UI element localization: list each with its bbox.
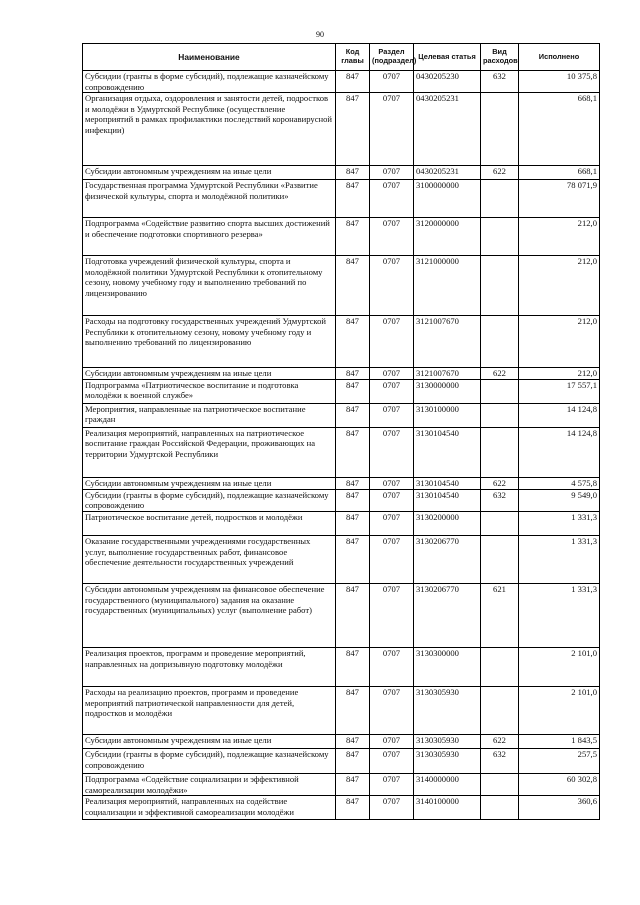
row-name: Патриотическое воспитание детей, подростков и молодёжи <box>83 511 336 535</box>
row-section: 0707 <box>370 748 414 773</box>
row-name: Субсидии (гранты в форме субсидий), подлежащие казначейскому сопровождению <box>83 71 336 93</box>
row-amount: 212,0 <box>519 316 600 368</box>
row-expense-type <box>481 796 519 820</box>
table-row <box>83 180 600 218</box>
row-code: 847 <box>336 477 370 489</box>
row-amount: 60 302,8 <box>519 773 600 795</box>
row-code: 847 <box>336 734 370 748</box>
row-amount: 668,1 <box>519 93 600 166</box>
row-name: Оказание государственными учреждениями государственных услуг, выполнение государственных работ, финансовое обеспечение деятельности государственных учреждений <box>83 535 336 583</box>
row-code: 847 <box>336 535 370 583</box>
row-code: 847 <box>336 166 370 180</box>
table-row <box>83 368 600 380</box>
row-amount: 212,0 <box>519 218 600 256</box>
row-amount: 360,6 <box>519 796 600 820</box>
row-amount: 1 331,3 <box>519 511 600 535</box>
row-target: 3121000000 <box>414 256 481 316</box>
row-target: 3100000000 <box>414 180 481 218</box>
row-amount: 1 331,3 <box>519 583 600 647</box>
row-amount: 1 843,5 <box>519 734 600 748</box>
row-code: 847 <box>336 180 370 218</box>
row-expense-type <box>481 403 519 427</box>
row-target: 3130305930 <box>414 748 481 773</box>
column-header-expense-type: Вид расходов <box>481 44 519 71</box>
row-name: Расходы на подготовку государственных учреждений Удмуртской Республики к отопительному сезону, новому учебному году и выполнению требований по лицензированию <box>83 316 336 368</box>
row-expense-type <box>481 647 519 686</box>
row-section: 0707 <box>370 734 414 748</box>
row-target: 3130000000 <box>414 379 481 403</box>
row-section: 0707 <box>370 403 414 427</box>
row-section: 0707 <box>370 256 414 316</box>
row-name: Субсидии автономным учреждениям на иные цели <box>83 477 336 489</box>
column-header-code: Код главы <box>336 44 370 71</box>
row-code: 847 <box>336 583 370 647</box>
row-code: 847 <box>336 748 370 773</box>
row-expense-type <box>481 686 519 734</box>
row-target: 3140000000 <box>414 773 481 795</box>
row-expense-type <box>481 218 519 256</box>
table-row <box>83 489 600 511</box>
row-target: 3140100000 <box>414 796 481 820</box>
column-header-name: Наименование <box>83 44 336 71</box>
table-row <box>83 166 600 180</box>
row-section: 0707 <box>370 535 414 583</box>
row-code: 847 <box>336 93 370 166</box>
row-expense-type <box>481 316 519 368</box>
row-amount: 9 549,0 <box>519 489 600 511</box>
table-row <box>83 773 600 795</box>
row-target: 0430205231 <box>414 166 481 180</box>
row-target: 3121007670 <box>414 316 481 368</box>
row-code: 847 <box>336 379 370 403</box>
table-row <box>83 748 600 773</box>
row-section: 0707 <box>370 647 414 686</box>
row-section: 0707 <box>370 379 414 403</box>
row-name: Субсидии автономным учреждениям на финансовое обеспечение государственного (муниципального) задания на оказание государственных (муниципальных) услуг (выполнение работ) <box>83 583 336 647</box>
table-row <box>83 93 600 166</box>
row-name: Подпрограмма «Содействие развитию спорта высших достижений и обеспечение подготовки спортивного резерва» <box>83 218 336 256</box>
row-target: 0430205231 <box>414 93 481 166</box>
row-target: 0430205230 <box>414 71 481 93</box>
row-name: Субсидии автономным учреждениям на иные цели <box>83 368 336 380</box>
row-name: Субсидии автономным учреждениям на иные цели <box>83 734 336 748</box>
table-row <box>83 403 600 427</box>
table-row <box>83 734 600 748</box>
row-expense-type <box>481 93 519 166</box>
row-code: 847 <box>336 368 370 380</box>
row-amount: 14 124,8 <box>519 403 600 427</box>
row-expense-type <box>481 180 519 218</box>
row-code: 847 <box>336 218 370 256</box>
row-code: 847 <box>336 796 370 820</box>
row-section: 0707 <box>370 71 414 93</box>
row-section: 0707 <box>370 511 414 535</box>
row-section: 0707 <box>370 218 414 256</box>
row-amount: 212,0 <box>519 368 600 380</box>
row-name: Подготовка учреждений физической культуры, спорта и молодёжной политики Удмуртской Республики к отопительному сезону, новому учебному году и выполнению требований по лицензированию <box>83 256 336 316</box>
row-section: 0707 <box>370 477 414 489</box>
row-amount: 17 557,1 <box>519 379 600 403</box>
row-expense-type <box>481 773 519 795</box>
row-target: 3130104540 <box>414 489 481 511</box>
row-amount: 2 101,0 <box>519 647 600 686</box>
row-code: 847 <box>336 686 370 734</box>
row-amount: 2 101,0 <box>519 686 600 734</box>
row-section: 0707 <box>370 686 414 734</box>
table-header-row <box>83 44 600 71</box>
row-section: 0707 <box>370 166 414 180</box>
row-target: 3130100000 <box>414 403 481 427</box>
row-target: 3130206770 <box>414 535 481 583</box>
row-expense-type <box>481 535 519 583</box>
row-amount: 4 575,8 <box>519 477 600 489</box>
row-target: 3130200000 <box>414 511 481 535</box>
table-row <box>83 256 600 316</box>
row-section: 0707 <box>370 368 414 380</box>
row-section: 0707 <box>370 796 414 820</box>
row-name: Субсидии автономным учреждениям на иные цели <box>83 166 336 180</box>
row-target: 3130104540 <box>414 427 481 477</box>
table-row <box>83 218 600 256</box>
row-expense-type: 622 <box>481 477 519 489</box>
row-target: 3121007670 <box>414 368 481 380</box>
row-expense-type: 622 <box>481 166 519 180</box>
table-row <box>83 647 600 686</box>
row-code: 847 <box>336 403 370 427</box>
budget-table <box>82 43 600 820</box>
table-row <box>83 796 600 820</box>
row-target: 3130305930 <box>414 686 481 734</box>
row-name: Реализация мероприятий, направленных на патриотическое воспитание граждан Российской Федерации, проживающих на территории Удмуртской Республики <box>83 427 336 477</box>
row-expense-type: 622 <box>481 368 519 380</box>
row-section: 0707 <box>370 583 414 647</box>
row-amount: 668,1 <box>519 166 600 180</box>
row-name: Организация отдыха, оздоровления и занятости детей, подростков и молодёжи в Удмуртской Республике (осуществление мероприятий в рамках профилактики последствий коронавирусной инфекции) <box>83 93 336 166</box>
row-section: 0707 <box>370 316 414 368</box>
row-code: 847 <box>336 647 370 686</box>
row-name: Расходы на реализацию проектов, программ и проведение мероприятий патриотической направленности для детей, подростков и молодёжи <box>83 686 336 734</box>
row-section: 0707 <box>370 93 414 166</box>
row-expense-type: 632 <box>481 71 519 93</box>
table-row <box>83 316 600 368</box>
row-name: Субсидии (гранты в форме субсидий), подлежащие казначейскому сопровождению <box>83 748 336 773</box>
table-row <box>83 511 600 535</box>
table-body <box>83 71 600 820</box>
row-amount: 78 071,9 <box>519 180 600 218</box>
table-row <box>83 477 600 489</box>
row-code: 847 <box>336 511 370 535</box>
row-expense-type <box>481 511 519 535</box>
row-expense-type <box>481 379 519 403</box>
row-code: 847 <box>336 256 370 316</box>
table-row <box>83 71 600 93</box>
row-target: 3130300000 <box>414 647 481 686</box>
row-amount: 14 124,8 <box>519 427 600 477</box>
row-section: 0707 <box>370 427 414 477</box>
table-row <box>83 686 600 734</box>
row-expense-type: 632 <box>481 489 519 511</box>
row-expense-type: 632 <box>481 748 519 773</box>
row-name: Субсидии (гранты в форме субсидий), подлежащие казначейскому сопровождению <box>83 489 336 511</box>
column-header-executed: Исполнено <box>519 44 600 71</box>
row-expense-type <box>481 256 519 316</box>
column-header-section: Раздел (подраздел) <box>370 44 414 71</box>
row-name: Подпрограмма «Содействие социализации и эффективной самореализации молодёжи» <box>83 773 336 795</box>
row-target: 3130206770 <box>414 583 481 647</box>
row-target: 3120000000 <box>414 218 481 256</box>
table-row <box>83 427 600 477</box>
row-code: 847 <box>336 316 370 368</box>
row-amount: 10 375,8 <box>519 71 600 93</box>
table-row <box>83 583 600 647</box>
row-expense-type: 621 <box>481 583 519 647</box>
row-code: 847 <box>336 489 370 511</box>
row-target: 3130104540 <box>414 477 481 489</box>
page-number: 90 <box>316 30 324 39</box>
column-header-target: Целевая статья <box>414 44 481 71</box>
row-code: 847 <box>336 427 370 477</box>
table-row <box>83 535 600 583</box>
table-row <box>83 379 600 403</box>
row-target: 3130305930 <box>414 734 481 748</box>
row-code: 847 <box>336 773 370 795</box>
row-name: Подпрограмма «Патриотическое воспитание и подготовка молодёжи к военной службе» <box>83 379 336 403</box>
row-expense-type: 622 <box>481 734 519 748</box>
row-section: 0707 <box>370 773 414 795</box>
row-section: 0707 <box>370 489 414 511</box>
row-name: Государственная программа Удмуртской Республики «Развитие физической культуры, спорта и молодёжной политики» <box>83 180 336 218</box>
row-code: 847 <box>336 71 370 93</box>
row-amount: 212,0 <box>519 256 600 316</box>
row-amount: 1 331,3 <box>519 535 600 583</box>
row-name: Реализация проектов, программ и проведение мероприятий, направленных на допризывную подготовку молодёжи <box>83 647 336 686</box>
row-name: Реализация мероприятий, направленных на содействие социализации и эффективной самореализации молодёжи <box>83 796 336 820</box>
row-expense-type <box>481 427 519 477</box>
row-name: Мероприятия, направленные на патриотическое воспитание граждан <box>83 403 336 427</box>
row-amount: 257,5 <box>519 748 600 773</box>
row-section: 0707 <box>370 180 414 218</box>
